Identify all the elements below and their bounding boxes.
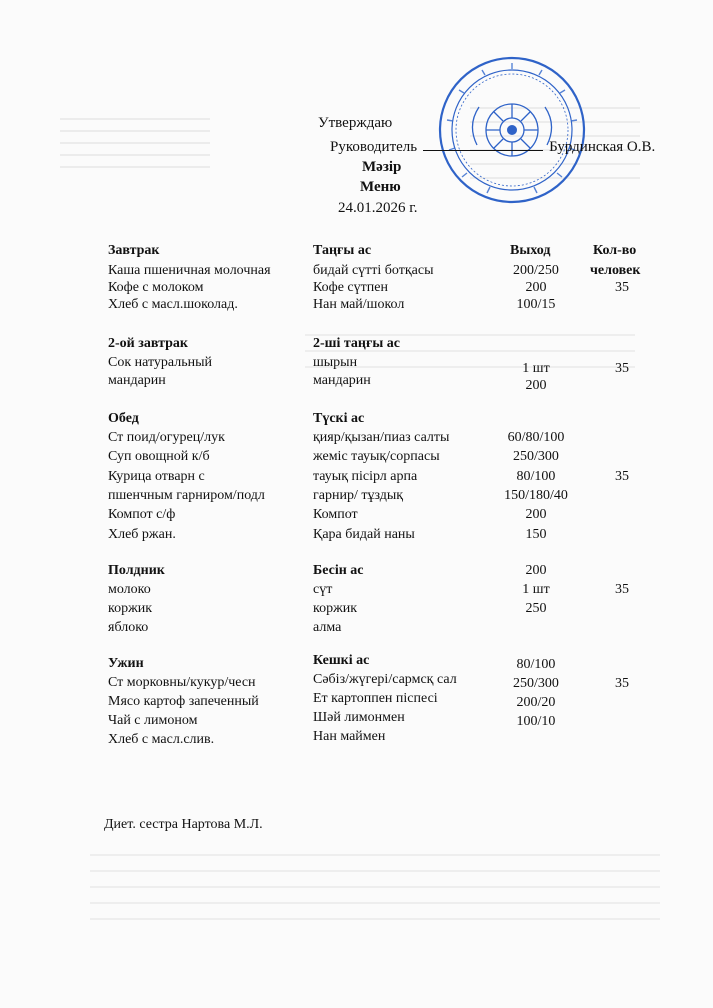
section-title-ru: 2-ой завтрак [108,336,188,351]
approval-label: Утверждаю [318,115,393,131]
dish-kz: жеміс тауық/сорпасы [313,449,440,464]
official-stamp-icon [437,55,587,205]
dish-ru: яблоко [108,620,149,635]
dish-ru: Хлеб с масл.шоколад. [108,297,238,312]
dish-ru: молоко [108,582,151,597]
dish-output: 60/80/100 [507,430,565,445]
section-title-ru: Обед [108,411,139,426]
head-name: Бурдинская О.В. [549,139,656,155]
dish-output: 80/100 [516,657,556,672]
section-title-ru: Полдник [108,563,165,578]
people-count: 35 [615,582,629,597]
dish-ru: Суп овощной к/б [108,449,210,464]
section-title-ru: Ужин [108,656,144,671]
dish-kz: бидай сүтті ботқасы [313,263,434,278]
people-count: 35 [615,280,629,295]
dish-kz: Ет картоппен піспесі [313,691,438,706]
dish-kz: шырын [313,355,358,370]
dish-output: 250 [525,601,547,616]
dish-ru: Курица отварн с [108,469,205,484]
dish-output: 200 [525,563,547,578]
breakfast-heading-ru: Завтрак [108,243,160,258]
dish-kz: Нан маймен [313,729,386,744]
section-title-kz: Бесін ас [313,563,364,578]
dish-kz: Шәй лимонмен [313,710,405,725]
count-heading-line2: человек [590,263,641,278]
dish-kz: Сәбіз/жүгері/сармсқ сал [313,672,457,687]
dish-kz: сүт [313,582,333,597]
dish-ru: Каша пшеничная молочная [108,263,271,278]
dish-kz: Қара бидай наны [313,527,415,542]
dish-output: 1 шт [522,361,550,376]
dish-ru: Компот с/ф [108,507,176,522]
dish-kz: тауық пісірл арпа [313,469,418,484]
dish-ru: Кофе с молоком [108,280,204,295]
dish-kz: алма [313,620,342,635]
people-count: 35 [615,361,629,376]
kz-menu-title: Мәзір [362,159,402,175]
ru-menu-title: Меню [360,179,401,195]
dish-output: 200 [525,378,547,393]
dish-output: 200/20 [516,695,556,710]
dish-ru: Мясо картоф запеченный [108,694,259,709]
dish-output: 250/300 [513,449,559,464]
menu-date: 24.01.2026 г. [338,200,418,216]
dish-kz: мандарин [313,373,371,388]
dish-ru: Ст морковны/кукур/чесн [108,675,256,690]
dish-ru: пшенчным гарниром/подл [108,488,265,503]
dish-output: 200 [525,280,547,295]
dish-ru: мандарин [108,373,166,388]
people-count: 35 [615,676,629,691]
dish-output: 200 [525,507,547,522]
people-count: 35 [615,469,629,484]
dish-output: 150/180/40 [504,488,568,503]
dish-ru: Сок натуральный [108,355,213,370]
dish-kz: гарнир/ тұздық [313,488,404,503]
dish-output: 80/100 [516,469,556,484]
signature-underline [423,136,543,151]
dish-output: 250/300 [513,676,559,691]
dish-kz: қияр/қызан/пиаз салты [313,430,450,445]
dish-output: 100/10 [516,714,556,729]
dish-kz: Нан май/шокол [313,297,405,312]
dish-output: 1 шт [522,582,550,597]
dish-ru: коржик [108,601,153,616]
dish-output: 200/250 [513,263,559,278]
dish-kz: коржик [313,601,358,616]
head-title: Руководитель [330,139,418,155]
dish-output: 100/15 [516,297,556,312]
count-heading: Кол-во [593,243,637,258]
dish-ru: Хлеб ржан. [108,527,176,542]
section-title-kz: Кешкі ас [313,653,370,668]
dietitian-signature: Диет. сестра Нартова М.Л. [104,817,263,832]
dish-ru: Чай с лимоном [108,713,198,728]
output-heading: Выход [510,243,551,258]
section-title-kz: Түскі ас [313,411,365,426]
dish-kz: Кофе сүтпен [313,280,388,295]
dish-ru: Ст поид/огурец/лук [108,430,225,445]
dish-output: 150 [525,527,547,542]
head-signature-line [330,136,655,156]
section-title-kz: 2-ші таңғы ас [313,336,400,351]
breakfast-heading-kz: Таңғы ас [313,243,372,258]
dish-ru: Хлеб с масл.слив. [108,732,215,747]
dish-kz: Компот [313,507,358,522]
